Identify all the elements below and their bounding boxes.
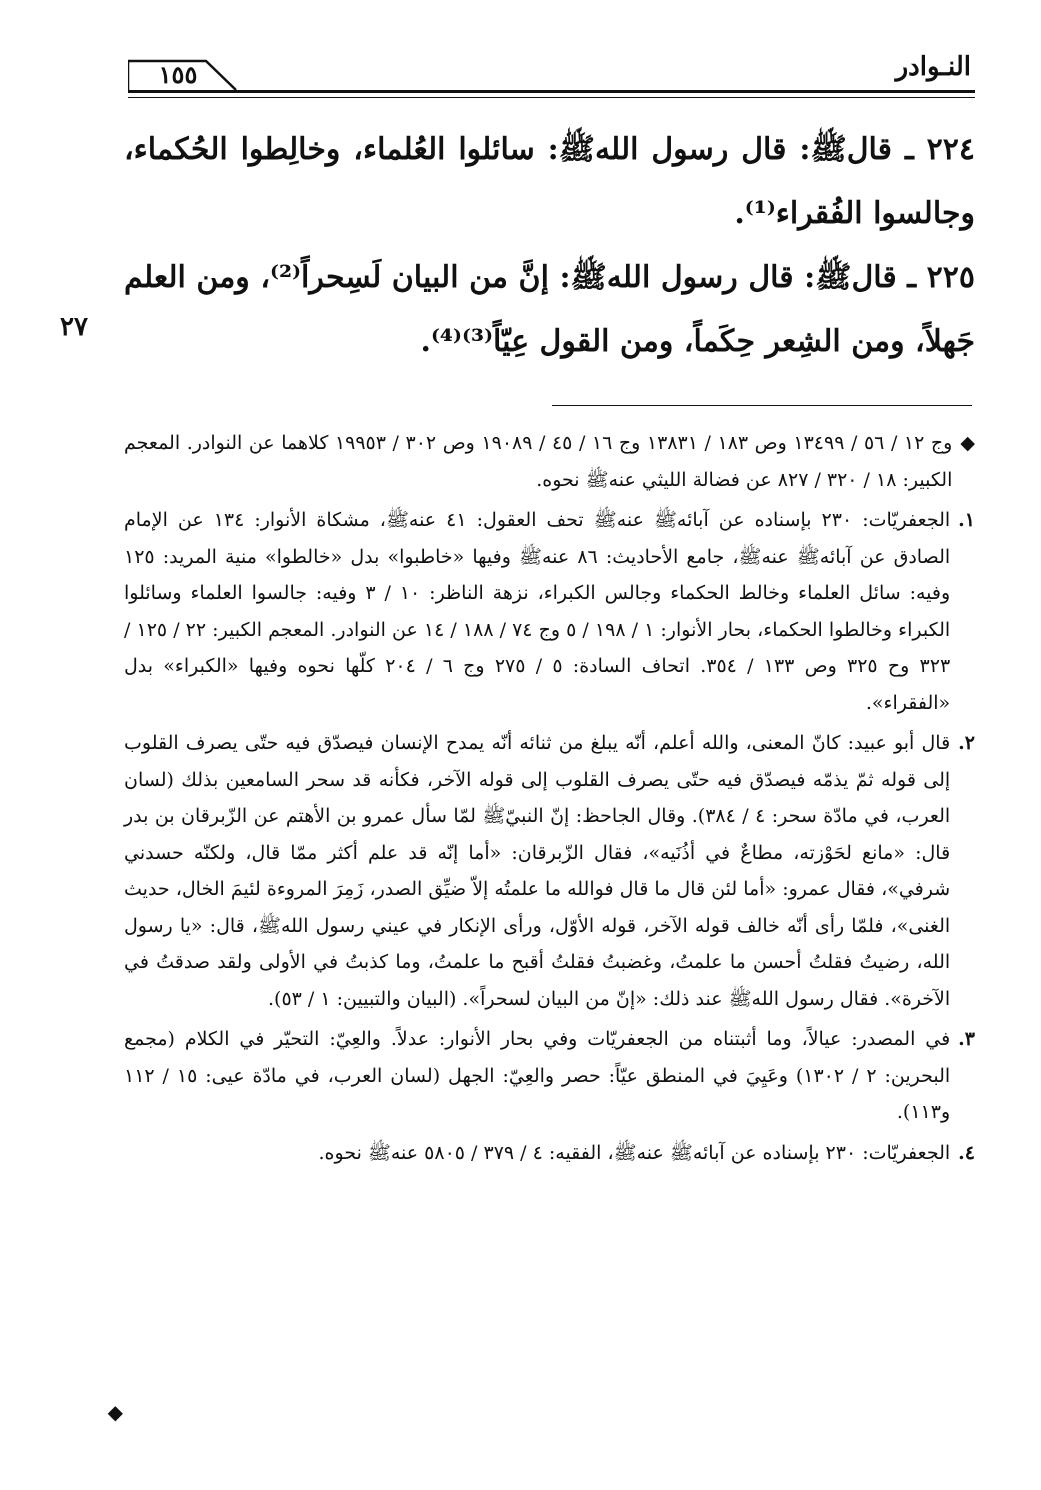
footnote-text: قال أبو عبيد: كانّ المعنى، والله أعلم، أنّه يبلغ من ثنائه أنّه يمدح الإنسان فيصدّق فيه حتّى يصرف القلوب إلى قوله ثمّ يذمّه فيصدّق فيه حتّى يصرف القلوب إلى قوله الآخر، فكأنه قد سحر السامعين بذلك (لسان العرب، في مادّة سحر: ٤ / ٣٨٤). وقال الجاحظ: إنّ النبيّﷺ لمّا سأل عمرو بن الأهتم عن الزّبرقان بن بدر قال: «مانع لحَوْزته، مطاعٌ في أذُنَيه»، فقال الزّبرقان: «أما إنّه قد علم أكثر ممّا قال، ولكنّه حسدني شرفي»، فقال عمرو: «أما لئن قال ما قال فوالله ما علمتُه إلاّ ضيِّق الصدر، زَمِرَ المروءة لئيمَ الخال، حديث الغنى»، فلمّا رأى أنّه خالف قوله الآخر، قوله الأوّل، ورأى الإنكار في عيني رسول اللهﷺ، قال: «يا رسول الله، رضيتُ فقلتُ أحسن ما علمتُ، وغضبتُ فقلتُ أقبح ما علمتُ، وما كذبتُ في الأولى ولقد صدقتُ في الآخرة». فقال رسول اللهﷺ عند ذلك: «إنّ من البيان لسحراً». (البيان والتبيين: ١ / ٥٣). (124, 732, 951, 1010)
footnotes (124, 425, 975, 1175)
footnote-marker: ٢. (958, 732, 975, 754)
main-text (124, 118, 975, 374)
margin-number: ٢٧ (60, 312, 88, 342)
hadith-225: ٢٢٥ ـ قالﷺ: قال رسول اللهﷺ: إنَّ من البيان لَسِحراً⁽²⁾، ومن العلم جَهلاً، ومن الشِعر حِكَماً، ومن القول عِيّاً⁽³⁾⁽⁴⁾. (124, 260, 975, 359)
continuation-mark: ◆ (107, 1400, 123, 1424)
page-number: ١٥٥ (158, 60, 198, 89)
header-rule-thin (128, 97, 975, 98)
footnote-marker: ١. (958, 509, 975, 531)
footnote-1 (124, 502, 975, 721)
running-header-title: النـوادر (895, 52, 971, 82)
footnote-continuation (124, 425, 975, 498)
footnote-3 (124, 1021, 975, 1131)
footnote-marker: ٤. (958, 1141, 975, 1164)
footnote-text: الجعفريّات: ٢٣٠ بإسناده عن آبائهﷺ عنهﷺ، الفقيه: ٤ / ٣٧٩ / ٥٨٠٥ عنهﷺ نحوه. (318, 1141, 951, 1164)
footnote-text: وج ١٢ / ٥٦ / ١٣٤٩٩ وص ١٨٣ / ١٣٨٣١ وج ١٦ / ٤٥ / ١٩٠٨٩ وص ٣٠٢ / ١٩٩٥٣ كلاهما عن النوادر. المعجم الكبير: ١٨ / ٣٢٠ / ٨٢٧ عن فضالة الليثي عنهﷺ نحوه. (124, 432, 953, 491)
header-rule-thick (128, 90, 975, 93)
hadith-224: ٢٢٤ ـ قالﷺ: قال رسول اللهﷺ: سائلوا العُلماء، وخالِطوا الحُكماء، وجالسوا الفُقراء⁽¹⁾. (124, 132, 975, 231)
page-number-tab (128, 58, 238, 94)
footnote-separator (552, 405, 972, 406)
footnote-2 (124, 725, 975, 1017)
footnote-marker: ٣. (958, 1028, 975, 1050)
footnote-text: الجعفريّات: ٢٣٠ بإسناده عن آبائهﷺ عنهﷺ تحف العقول: ٤١ عنهﷺ، مشكاة الأنوار: ١٣٤ عن الإمام الصادق عن آبائهﷺ عنهﷺ، جامع الأحاديث: ٨٦ عنهﷺ وفيها «خاطبوا» بدل «خالطوا» منية المريد: ١٢٥ وفيه: سائل العلماء وخالط الحكماء وجالس الكبراء، نزهة الناظر: ١٠ / ٣ وفيه: جالسوا العلماء وسائلوا الكبراء وخالطوا الحكماء، بحار الأنوار: ١ / ١٩٨ / ٥ وج ٧٤ / ١٨٨ / ١٤ عن النوادر. المعجم الكبير: ٢٢ / ١٢٥ / ٣٢٣ وح ٣٢٥ وص ١٣٣ / ٣٥٤. اتحاف السادة: ٥ / ٢٧٥ وج ٦ / ٢٠٤ كلّها نحوه وفيها «الكبراء» بدل «الفقراء». (124, 509, 951, 714)
footnote-text: في المصدر: عيالاً، وما أثبتناه من الجعفريّات وفي بحار الأنوار: عدلاً. والعِيّ: التحيّر في الكلام (مجمع البحرين: ٢ / ١٣٠٢) وعَيِيَ في المنطق عيّاً: حصر والعِيّ: الجهل (لسان العرب، في مادّة عيى: ١٥ / ١١٢ و١١٣). (124, 1028, 951, 1123)
footnote-marker: ◆ (960, 432, 975, 454)
footnote-4 (124, 1135, 975, 1172)
